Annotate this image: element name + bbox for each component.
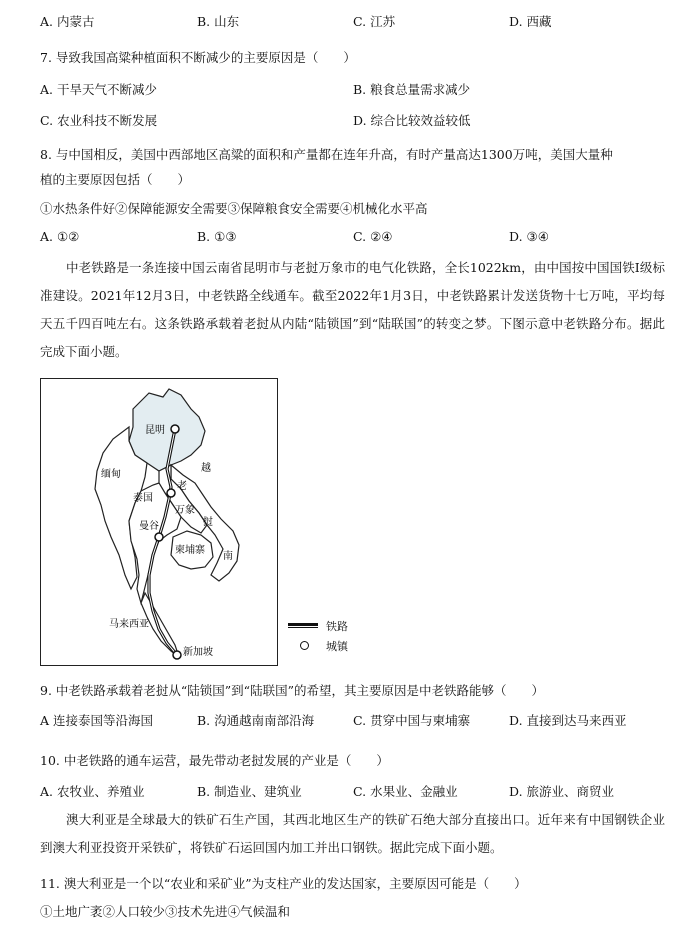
label-vientiane: 万象	[175, 505, 195, 516]
q10-option-c: C. 水果业、金融业	[353, 784, 458, 799]
q6-option-d: D. 西藏	[509, 14, 552, 29]
q6-option-a: A. 内蒙古	[40, 14, 95, 29]
legend-railway-symbol	[288, 623, 318, 628]
q6-option-b: B. 山东	[197, 14, 240, 29]
q7-option-d: D. 综合比较效益较低	[353, 113, 471, 128]
label-singapore: 新加坡	[183, 647, 213, 658]
label-cambodia: 柬埔寨	[175, 545, 205, 556]
q9-stem: 9. 中老铁路承载着老挝从“陆锁国”到“陆联国”的希望，其主要原因是中老铁路能够（ ）	[40, 683, 544, 698]
singapore-town	[173, 651, 181, 659]
q10-option-d: D. 旅游业、商贸业	[509, 784, 615, 799]
q9-option-c: C. 贯穿中国与柬埔寨	[353, 713, 471, 728]
label-thailand: 泰国	[133, 493, 153, 504]
vientiane-town	[167, 489, 175, 497]
q7-stem: 7. 导致我国高粱种植面积不断减少的主要原因是（ ）	[40, 50, 356, 65]
q8-option-b: B. ①③	[197, 229, 237, 244]
passage-china-laos-railway: 中老铁路是一条连接中国云南省昆明市与老挝万象市的电气化铁路，全长1022km，由中国按中国国铁Ⅰ级标准建设。2021年12月3日，中老铁路全线通车。截至2022年1月3日，中老铁路累计发送货物十七万吨，平均每天五千四百吨左右。这条铁路承载着老挝从内陆“陆锁国”到“陆联国”的转变之梦。下图示意中老铁路分布。据此完成下面小题。	[40, 260, 665, 359]
q8-stem-line1: 8. 与中国相反，美国中西部地区高粱的面积和产量都在连年升高，有时产量高达1300万吨，美国大量种	[40, 147, 613, 162]
label-yue: 越	[201, 463, 211, 474]
label-nan: 南	[223, 551, 233, 562]
q9-option-a: A 连接泰国等沿海国	[40, 713, 154, 728]
q8-option-c: C. ②④	[353, 229, 393, 244]
q8-choices: ①水热条件好②保障能源安全需要③保障粮食安全需要④机械化水平高	[40, 201, 428, 216]
kunming-town	[171, 425, 179, 433]
q7-option-b: B. 粮食总量需求减少	[353, 82, 471, 97]
q7-option-c: C. 农业科技不断发展	[40, 113, 158, 128]
q10-option-a: A. 农牧业、养殖业	[40, 784, 145, 799]
q9-option-b: B. 沟通越南南部沿海	[197, 713, 315, 728]
passage-australia-iron-ore: 澳大利亚是全球最大的铁矿石生产国，其西北地区生产的铁矿石绝大部分直接出口。近年来有中国钢铁企业到澳大利亚投资开采铁矿，将铁矿石运回国内加工并出口钢铁。据此完成下面小题。	[40, 812, 665, 855]
label-kunming: 昆明	[145, 425, 165, 436]
label-lao: 老	[177, 481, 187, 492]
legend-town-label: 城镇	[326, 640, 348, 653]
label-bangkok: 曼谷	[139, 521, 159, 532]
railway-map	[40, 378, 278, 666]
railway-map-svg	[41, 379, 277, 665]
bangkok-town	[155, 533, 163, 541]
q8-option-d: D. ③④	[509, 229, 549, 244]
label-wo: 挝	[203, 517, 213, 528]
q10-option-b: B. 制造业、建筑业	[197, 784, 302, 799]
q7-option-a: A. 干旱天气不断减少	[40, 82, 157, 97]
q8-stem-line2: 植的主要原因包括（ ）	[40, 172, 191, 187]
q10-stem: 10. 中老铁路的通车运营，最先带动老挝发展的产业是（ ）	[40, 753, 389, 768]
label-myanmar: 缅甸	[101, 469, 121, 480]
q11-choices: ①土地广袤②人口较少③技术先进④气候温和	[40, 904, 291, 919]
label-malaysia: 马来西亚	[109, 619, 149, 630]
legend-town-symbol	[300, 641, 309, 650]
q6-option-c: C. 江苏	[353, 14, 396, 29]
q9-option-d: D. 直接到达马来西亚	[509, 713, 627, 728]
legend-railway-label: 铁路	[326, 620, 348, 633]
q11-stem: 11. 澳大利亚是一个以“农业和采矿业”为支柱产业的发达国家，主要原因可能是（ ）	[40, 876, 527, 891]
q8-option-a: A. ①②	[40, 229, 80, 244]
